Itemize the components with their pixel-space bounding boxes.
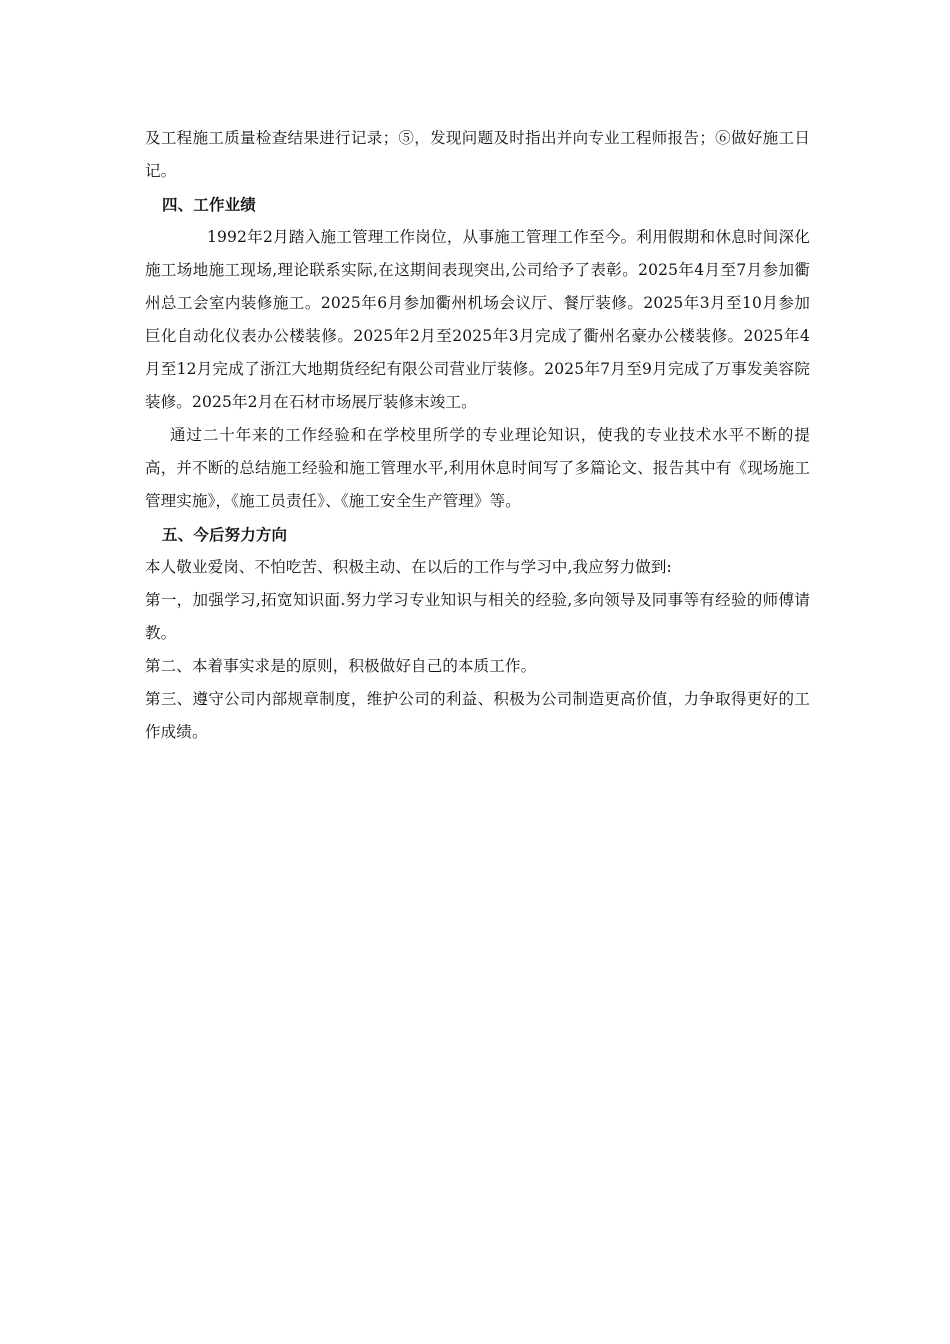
- paragraph-professional-growth: 通过二十年来的工作经验和在学校里所学的专业理论知识，使我的专业技术水平不断的提高，并不断的总结施工经验和施工管理水平,利用休息时间写了多篇论文、报告其中有《现场施工管理实施》，《施工员责任》、《施工安全生产管理》等。: [145, 426, 810, 510]
- section-heading-work-achievements: 四、工作业绩: [162, 195, 256, 214]
- paragraph-goal-first: 第一，加强学习,拓宽知识面.努力学习专业知识与相关的经验,多向领导及同事等有经验的师傅请教。: [145, 591, 810, 642]
- paragraph-intro: 及工程施工质量检查结果进行记录；⑤，发现问题及时指出并向专业工程师报告；⑥做好施工日记。: [145, 129, 810, 180]
- paragraph-goal-third: 第三、遵守公司内部规章制度，维护公司的利益、积极为公司制造更高价值，力争取得更好的工作成绩。: [145, 690, 810, 741]
- paragraph-work-history: 1992年2月踏入施工管理工作岗位，从事施工管理工作至今。利用假期和休息时间深化施工场地施工现场,理论联系实际,在这期间表现突出,公司给予了表彰。2025年4月至7月参加衢州总工会室内装修施工。2025年6月参加衢州机场会议厅、餐厅装修。2025年3月至10月参加巨化自动化仪表办公楼装修。2025年2月至2025年3月完成了衢州名豪办公楼装修。2025年4月至12月完成了浙江大地期货经纪有限公司营业厅装修。2025年7月至9月完成了万事发美容院装修。2025年2月在石材市场展厅装修末竣工。: [145, 228, 810, 411]
- document-page: [145, 122, 810, 749]
- paragraph-goal-second: 第二、本着事实求是的原则，积极做好自己的本质工作。: [145, 657, 537, 675]
- section-heading-future-direction: 五、今后努力方向: [162, 525, 288, 544]
- paragraph-future-intro: 本人敬业爱岗、不怕吃苦、积极主动、在以后的工作与学习中,我应努力做到:: [145, 558, 672, 576]
